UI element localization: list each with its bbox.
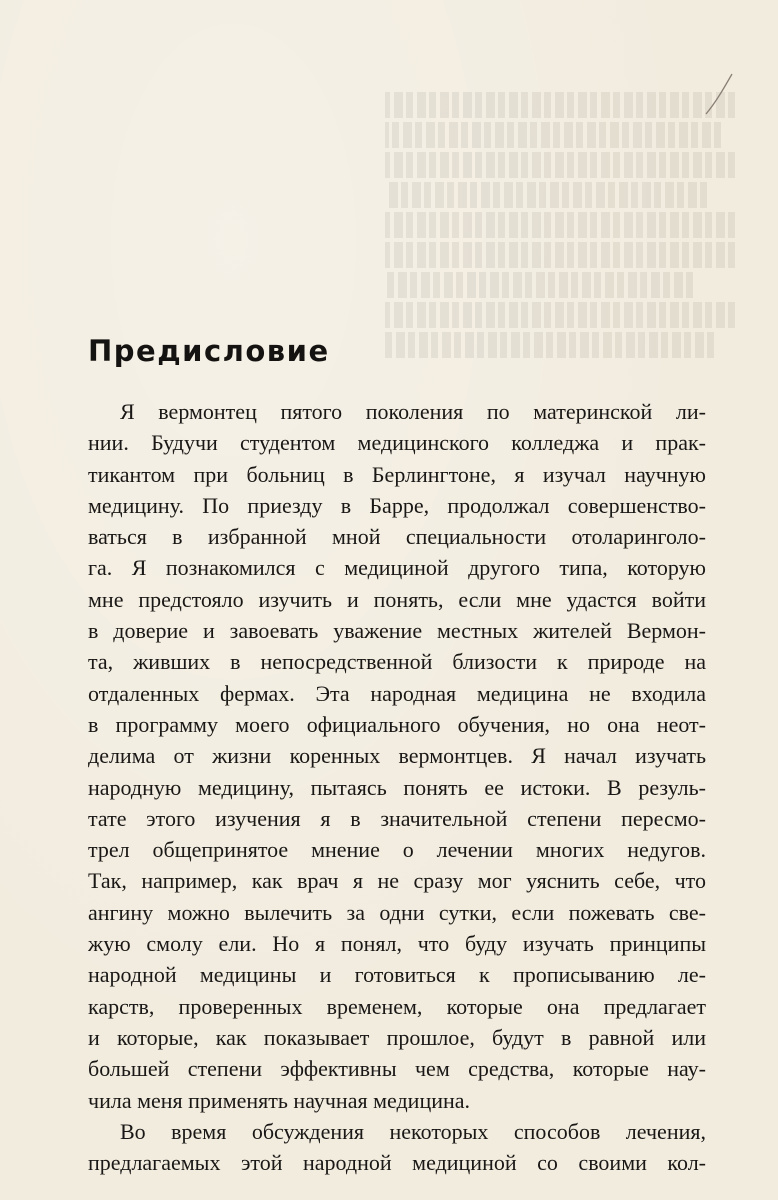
text-line: большей степени эффективны чем средства, которые нау- xyxy=(88,1056,706,1082)
text-line: в доверие и завоевать уважение местных жителей Вермон- xyxy=(88,618,706,644)
text-line: делима от жизни коренных вермонтцев. Я начал изучать xyxy=(88,743,706,769)
text-line: Я вермонтец пятого поколения по материнской ли- xyxy=(120,399,706,424)
text-line: и которые, как показывает прошлое, будут в равной или xyxy=(88,1024,706,1050)
body-text xyxy=(88,396,706,1178)
text-line: та, живших в непосредственной близости к природе на xyxy=(88,649,706,675)
text-line: мне предстояло изучить и понять, если мне удастся войти xyxy=(88,586,706,612)
text-line: ангину можно вылечить за одни сутки, если пожевать све- xyxy=(88,899,706,925)
text-line: тикантом при больниц в Берлингтоне, я изучал научную xyxy=(88,461,706,487)
pencil-mark xyxy=(700,70,740,120)
text-line: отдаленных фермах. Эта народная медицина не входила xyxy=(88,680,706,706)
text-line: предлагаемых этой народной медициной со своими кол- xyxy=(88,1150,706,1176)
text-line: народной медицины и готовиться к прописыванию ле- xyxy=(88,962,706,988)
bleed-through-text xyxy=(385,92,735,392)
text-line: жую смолу ели. Но я понял, что буду изучать принципы xyxy=(88,931,706,957)
chapter-heading: Предисловие xyxy=(88,334,330,368)
paragraph-2 xyxy=(88,1116,706,1179)
paragraph-1 xyxy=(88,396,706,1116)
text-line: Так, например, как врач я не сразу мог уяснить себе, что xyxy=(88,868,706,894)
text-line: нии. Будучи студентом медицинского колледжа и прак- xyxy=(88,430,706,456)
text-line: ваться в избранной мной специальности отоларинголо- xyxy=(88,524,706,550)
text-line: чила меня применять научная медицина. xyxy=(88,1087,471,1113)
text-line: в программу моего официального обучения, но она неот- xyxy=(88,711,706,737)
text-line: народную медицину, пытаясь понять ее истоки. В резуль- xyxy=(88,774,706,800)
text-line: карств, проверенных временем, которые она предлагает xyxy=(88,993,706,1019)
text-line: трел общепринятое мнение о лечении многих недугов. xyxy=(88,837,706,863)
text-line: тате этого изучения я в значительной степени пересмо- xyxy=(88,805,706,831)
text-line: Во время обсуждения некоторых способов лечения, xyxy=(120,1118,706,1144)
text-line: медицину. По приезду в Барре, продолжал совершенство- xyxy=(88,492,706,518)
text-line: га. Я познакомился с медициной другого типа, которую xyxy=(88,555,706,581)
